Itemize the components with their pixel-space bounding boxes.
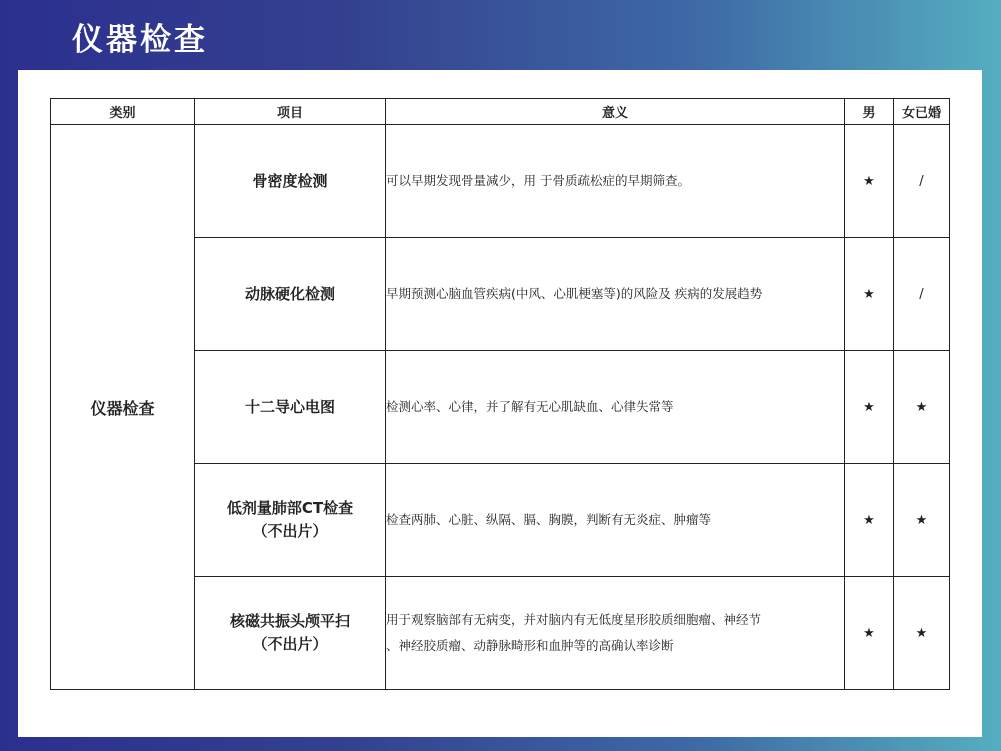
item-note: （不出片） <box>252 635 328 653</box>
meaning-text: 检查两肺、心脏、纵隔、膈、胸膜，判断有无炎症、肿瘤等 <box>386 512 712 527</box>
page-title: 仪器检查 <box>72 22 208 58</box>
category-cell: 仪器检查 <box>51 125 195 690</box>
female-married-mark: / <box>894 125 950 238</box>
item-cell <box>195 577 386 690</box>
content-panel <box>18 70 982 737</box>
female-married-mark: ★ <box>894 464 950 577</box>
item-cell <box>195 351 386 464</box>
meaning-cell <box>386 238 845 351</box>
male-mark: ★ <box>845 464 894 577</box>
item-name: 动脉硬化检测 <box>244 284 335 303</box>
male-mark: ★ <box>845 577 894 690</box>
meaning-text: 可以早期发现骨量减少，用 于骨质疏松症的早期筛查。 <box>386 173 690 188</box>
column-header-male: 男 <box>845 99 894 125</box>
item-name: 低剂量肺部CT检查 <box>226 499 354 517</box>
item-cell <box>195 238 386 351</box>
item-cell <box>195 464 386 577</box>
item-name: 骨密度检测 <box>252 171 328 190</box>
meaning-cell <box>386 577 845 690</box>
item-note: （不出片） <box>252 522 328 540</box>
instrument-exam-table <box>50 98 950 690</box>
meaning-text-continued: 、神经胶质瘤、动静脉畸形和血肿等的高确认率诊断 <box>386 638 674 653</box>
item-name: 核磁共振头颅平扫 <box>229 612 350 630</box>
column-header-category: 类别 <box>51 99 195 125</box>
meaning-text: 检测心率、心律，并了解有无心肌缺血、心律失常等 <box>386 399 674 414</box>
item-cell <box>195 125 386 238</box>
female-married-mark: ★ <box>894 351 950 464</box>
male-mark: ★ <box>845 125 894 238</box>
female-married-mark: / <box>894 238 950 351</box>
meaning-text: 用于观察脑部有无病变，并对脑内有无低度星形胶质细胞瘤、神经节 <box>386 612 762 627</box>
meaning-cell <box>386 125 845 238</box>
male-mark: ★ <box>845 238 894 351</box>
item-name: 十二导心电图 <box>244 397 335 416</box>
female-married-mark: ★ <box>894 577 950 690</box>
male-mark: ★ <box>845 351 894 464</box>
meaning-cell <box>386 464 845 577</box>
table-header-row <box>51 99 950 125</box>
meaning-cell <box>386 351 845 464</box>
column-header-item: 项目 <box>195 99 386 125</box>
table-row <box>51 125 950 238</box>
column-header-meaning: 意义 <box>386 99 845 125</box>
meaning-text: 早期预测心脑血管疾病(中风、心肌梗塞等)的风险及 疾病的发展趋势 <box>386 286 763 301</box>
column-header-female-married: 女已婚 <box>894 99 950 125</box>
